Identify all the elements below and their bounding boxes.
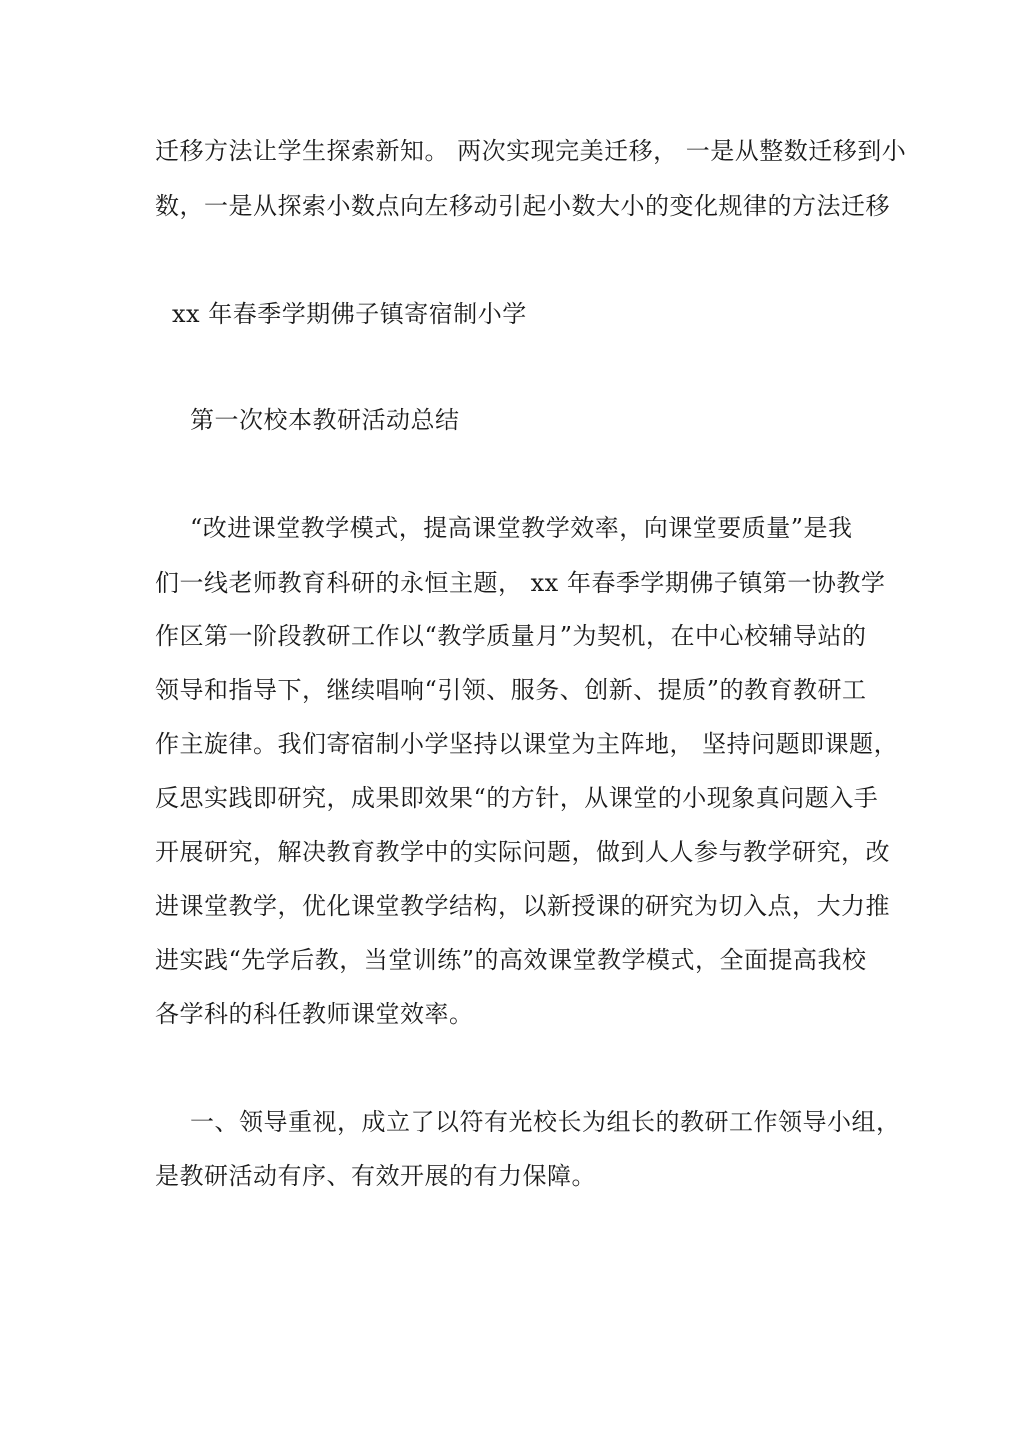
intro-line-2: 们一线老师教育科研的永恒主题， xx 年春季学期佛子镇第一协教学 (155, 569, 886, 597)
section1-line-1: 一、领导重视，成立了以符有光校长为组长的教研工作领导小组， (190, 1108, 901, 1136)
intro-line-6: 反思实践即研究，成果即效果“的方针，从课堂的小现象真问题入手 (155, 784, 879, 812)
document-title: xx 年春季学期佛子镇寄宿制小学 (172, 300, 527, 328)
intro-line-1: “改进课堂教学模式，提高课堂教学效率，向课堂要质量”是我 (190, 514, 853, 542)
document-subtitle: 第一次校本教研活动总结 (190, 406, 460, 434)
intro-line-9: 进实践“先学后教，当堂训练”的高效课堂教学模式，全面提高我校 (155, 946, 867, 974)
carryover-line-1: 迁移方法让学生探索新知。 两次实现完美迁移， 一是从整数迁移到小 (155, 137, 907, 165)
intro-line-5: 作主旋律。我们寄宿制小学坚持以课堂为主阵地， 坚持问题即课题， (155, 730, 899, 758)
intro-line-3: 作区第一阶段教研工作以“教学质量月”为契机，在中心校辅导站的 (155, 622, 867, 650)
intro-line-4: 领导和指导下，继续唱响“引领、服务、创新、提质”的教育教研工 (155, 676, 867, 704)
intro-line-8: 进课堂教学，优化课堂教学结构，以新授课的研究为切入点，大力推 (155, 892, 890, 920)
section1-line-2: 是教研活动有序、有效开展的有力保障。 (155, 1162, 596, 1190)
carryover-line-2: 数，一是从探索小数点向左移动引起小数大小的变化规律的方法迁移 (155, 192, 890, 220)
intro-line-10: 各学科的科任教师课堂效率。 (155, 1000, 474, 1028)
intro-line-7: 开展研究，解决教育教学中的实际问题，做到人人参与教学研究，改 (155, 838, 890, 866)
